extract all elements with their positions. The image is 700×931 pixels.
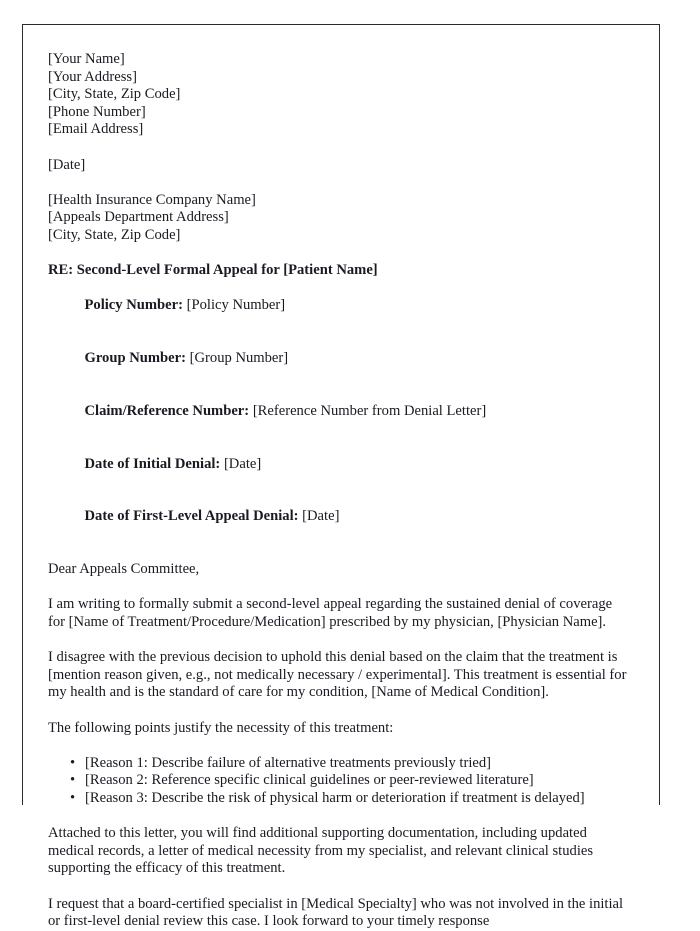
field-group-number-value: [Group Number]	[189, 350, 289, 367]
field-date-initial-denial	[48, 438, 629, 491]
field-date-initial-denial-label: Date of Initial Denial:	[84, 455, 221, 472]
letter-date: [Date]	[48, 156, 86, 173]
spacer	[48, 702, 629, 720]
reference-block	[48, 262, 629, 544]
list-item-text: [Reason 3: Describe the risk of physical harm or deterioration if treatment is delayed]	[85, 789, 585, 806]
spacer	[48, 579, 629, 597]
paragraph-disagreement: I disagree with the previous decision to uphold this denial based on the claim that the treatment is [mention reason given, e.g., not medically necessary / experimental]. This treatment is essential for my health and is the standard of care for my condition, [Name of Medical Condition].	[48, 649, 627, 701]
spacer	[48, 808, 629, 826]
spacer	[48, 878, 629, 896]
document-body	[23, 25, 659, 931]
field-group-number-label: Group Number:	[84, 350, 186, 367]
reasons-list	[48, 755, 629, 808]
re-subject-line: RE: Second-Level Formal Appeal for [Patient Name]	[48, 262, 378, 279]
document-page	[22, 24, 660, 930]
bullet-icon: •	[70, 754, 76, 771]
recipient-address-block	[48, 192, 629, 245]
field-date-first-level-appeal-denial-value: [Date]	[302, 508, 340, 525]
bullet-icon: •	[70, 789, 76, 806]
spacer	[48, 245, 629, 263]
paragraph-list-intro: The following points justify the necessity of this treatment:	[48, 719, 394, 736]
recipient-city-state-zip: [City, State, Zip Code]	[48, 226, 181, 243]
sender-street: [Your Address]	[48, 68, 137, 85]
field-claim-reference-number-value: [Reference Number from Denial Letter]	[252, 402, 487, 419]
letter-content	[48, 51, 629, 931]
sender-phone: [Phone Number]	[48, 103, 146, 120]
list-item-text: [Reason 1: Describe failure of alternative treatments previously tried]	[85, 754, 492, 771]
list-item	[70, 772, 629, 790]
spacer	[48, 139, 629, 157]
field-claim-reference-number-label: Claim/Reference Number:	[84, 402, 250, 419]
field-policy-number-label: Policy Number:	[84, 297, 183, 314]
recipient-department: [Appeals Department Address]	[48, 209, 229, 226]
spacer	[48, 544, 629, 562]
field-policy-number	[48, 280, 629, 333]
field-date-first-level-appeal-denial	[48, 491, 629, 544]
field-policy-number-value: [Policy Number]	[186, 297, 286, 314]
field-group-number	[48, 333, 629, 386]
spacer	[48, 737, 629, 755]
recipient-company: [Health Insurance Company Name]	[48, 191, 256, 208]
list-item	[70, 789, 629, 808]
field-claim-reference-number	[48, 385, 629, 438]
list-item-text: [Reason 2: Reference specific clinical guidelines or peer-reviewed literature]	[85, 772, 534, 789]
field-date-initial-denial-value: [Date]	[223, 455, 262, 472]
spacer	[48, 632, 629, 650]
sender-email: [Email Address]	[48, 121, 144, 138]
bullet-icon: •	[70, 772, 76, 789]
sender-address-block	[48, 51, 629, 139]
list-item	[70, 754, 629, 773]
paragraph-request: I request that a board-certified specialist in [Medical Specialty] who was not involved in the initial or first-level denial review this case. I look forward to your timely response	[48, 895, 624, 930]
field-date-first-level-appeal-denial-label: Date of First-Level Appeal Denial:	[84, 508, 299, 525]
salutation: Dear Appeals Committee,	[48, 561, 200, 578]
sender-city-state-zip: [City, State, Zip Code]	[48, 86, 181, 103]
spacer	[48, 174, 629, 192]
sender-name: [Your Name]	[48, 51, 125, 67]
paragraph-attachments: Attached to this letter, you will find additional supporting documentation, including updated medical records, a letter of medical necessity from my specialist, and relevant clinical studies supporting the efficacy of this treatment.	[48, 825, 594, 877]
paragraph-intro: I am writing to formally submit a second-level appeal regarding the sustained denial of coverage for [Name of Treatment/Procedure/Medication] prescribed by my physician, [Physician Name].	[48, 596, 613, 630]
